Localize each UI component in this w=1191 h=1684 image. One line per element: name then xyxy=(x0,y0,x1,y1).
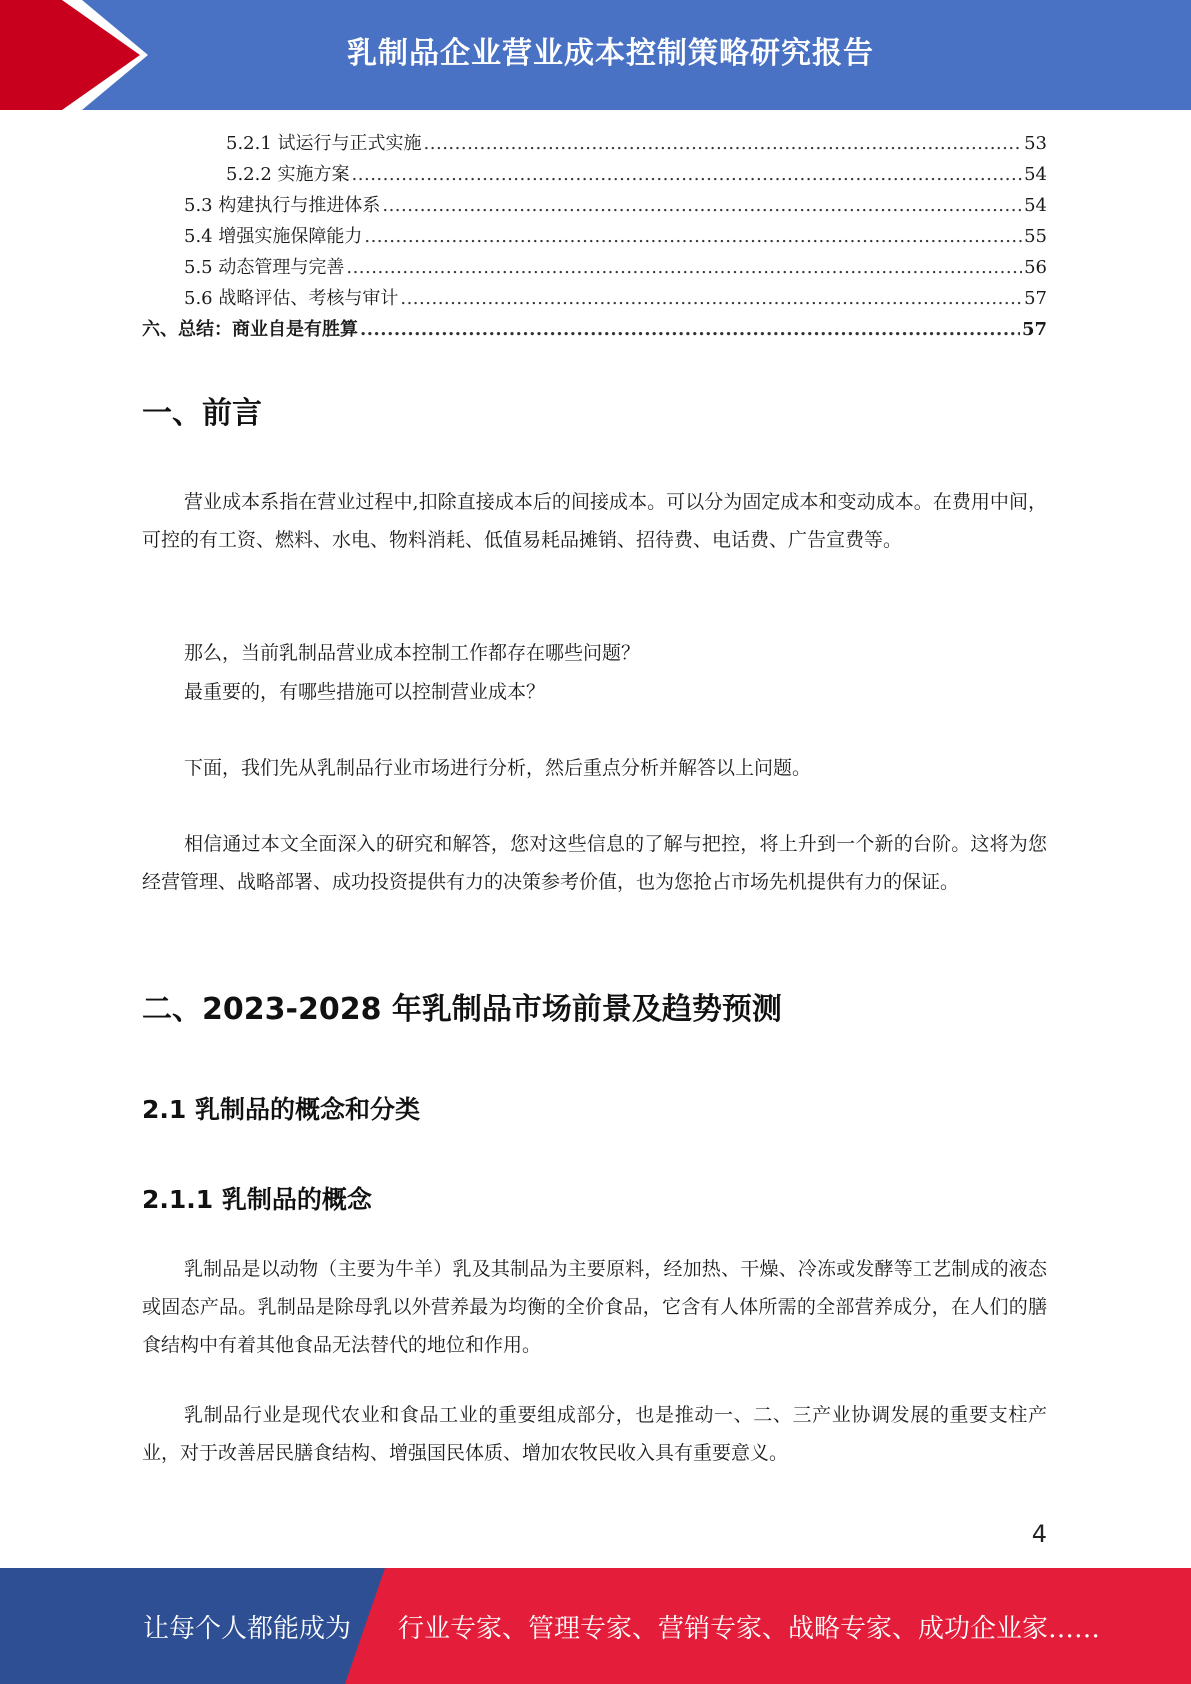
toc-entry[interactable] xyxy=(142,159,1047,190)
paragraph-analysis-intro: 下面，我们先从乳制品行业市场进行分析，然后重点分析并解答以上问题。 xyxy=(184,757,812,779)
footer-slogan-left: 让每个人都能成为 xyxy=(143,1614,352,1644)
toc-entry[interactable] xyxy=(142,128,1047,159)
toc-entry-label: 5.2.1 试运行与正式实施 xyxy=(226,133,422,154)
report-title: 乳制品企业营业成本控制策略研究报告 xyxy=(347,36,874,71)
footer-slogan-right: 行业专家、管理专家、营销专家、战略专家、成功企业家…… xyxy=(398,1614,1101,1644)
paragraph-dairy-industry: 乳制品行业是现代农业和食品工业的重要组成部分，也是推动一、二、三产业协调发展的重要支柱产业，对于改善居民膳食结构、增强国民体质、增加农牧民收入具有重要意义。 xyxy=(142,1404,1047,1464)
toc-leader-dots xyxy=(352,159,1023,190)
toc-entry-label: 5.5 动态管理与完善 xyxy=(184,257,345,278)
toc-entry[interactable] xyxy=(142,190,1047,221)
subsection-heading-concept: 2.1.1 乳制品的概念 xyxy=(142,1185,372,1214)
toc-leader-dots xyxy=(346,252,1022,283)
page-number: 4 xyxy=(1031,1520,1047,1548)
toc-entry-label: 5.2.2 实施方案 xyxy=(226,164,350,185)
toc-entry-page: 53 xyxy=(1024,133,1047,154)
table-of-contents xyxy=(142,128,1047,345)
toc-entry[interactable] xyxy=(142,252,1047,283)
toc-entry-page: 54 xyxy=(1024,195,1047,216)
paragraph-value-statement: 相信通过本文全面深入的研究和解答，您对这些信息的了解与把控，将上升到一个新的台阶。这将为您经营管理、战略部署、成功投资提供有力的决策参考价值，也为您抢占市场先机提供有力的保证。 xyxy=(142,833,1047,893)
toc-entry-label: 六、总结：商业自是有胜算 xyxy=(142,319,358,340)
toc-entry-label: 5.6 战略评估、考核与审计 xyxy=(184,288,399,309)
toc-leader-dots xyxy=(400,283,1022,314)
question-measures: 最重要的，有哪些措施可以控制营业成本？ xyxy=(184,681,546,703)
page-header xyxy=(0,0,1191,110)
toc-leader-dots xyxy=(424,128,1023,159)
toc-entry[interactable] xyxy=(142,283,1047,314)
toc-entry[interactable] xyxy=(142,221,1047,252)
toc-entry-page: 55 xyxy=(1024,226,1047,247)
toc-leader-dots xyxy=(360,314,1020,345)
toc-entry-label: 5.3 构建执行与推进体系 xyxy=(184,195,381,216)
question-problems: 那么，当前乳制品营业成本控制工作都存在哪些问题？ xyxy=(184,642,641,664)
toc-entry-label: 5.4 增强实施保障能力 xyxy=(184,226,363,247)
toc-entry-page: 56 xyxy=(1024,257,1047,278)
page-footer xyxy=(0,1568,1191,1684)
subsection-heading-concept-classification: 2.1 乳制品的概念和分类 xyxy=(142,1095,420,1124)
toc-entry-page: 54 xyxy=(1024,164,1047,185)
toc-entry[interactable] xyxy=(142,314,1047,345)
paragraph-cost-definition: 营业成本系指在营业过程中,扣除直接成本后的间接成本。可以分为固定成本和变动成本。在费用中间，可控的有工资、燃料、水电、物料消耗、低值易耗品摊销、招待费、电话费、广告宣费等。 xyxy=(142,491,1047,551)
toc-entry-page: 57 xyxy=(1024,288,1047,309)
section-heading-market-forecast: 二、2023-2028 年乳制品市场前景及趋势预测 xyxy=(142,992,782,1027)
section-heading-preface: 一、前言 xyxy=(142,396,262,431)
toc-leader-dots xyxy=(364,221,1022,252)
paragraph-dairy-definition: 乳制品是以动物（主要为牛羊）乳及其制品为主要原料，经加热、干燥、冷冻或发酵等工艺制成的液态或固态产品。乳制品是除母乳以外营养最为均衡的全价食品，它含有人体所需的全部营养成分，在人们的膳食结构中有着其他食品无法替代的地位和作用。 xyxy=(142,1258,1047,1356)
toc-leader-dots xyxy=(382,190,1022,221)
toc-entry-page: 57 xyxy=(1021,319,1047,340)
